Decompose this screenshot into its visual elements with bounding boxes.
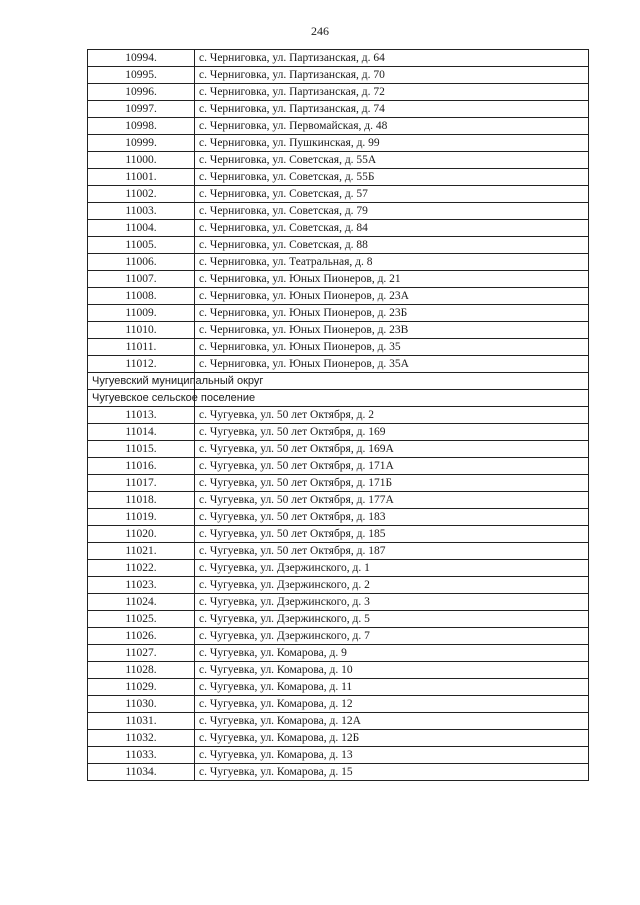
table-row [88, 441, 589, 458]
row-number: 11005. [88, 237, 195, 254]
table-row [88, 220, 589, 237]
table-row [88, 747, 589, 764]
table-row [88, 407, 589, 424]
table-row [88, 322, 589, 339]
row-number: 11019. [88, 509, 195, 526]
row-address: с. Чугуевка, ул. Комарова, д. 15 [195, 764, 589, 781]
row-address: с. Черниговка, ул. Советская, д. 55Б [195, 169, 589, 186]
row-number: 11016. [88, 458, 195, 475]
table-row [88, 696, 589, 713]
row-number: 11017. [88, 475, 195, 492]
table-row [88, 492, 589, 509]
row-address: с. Черниговка, ул. Первомайская, д. 48 [195, 118, 589, 135]
table-row [88, 152, 589, 169]
table-row [88, 271, 589, 288]
row-address: с. Чугуевка, ул. Дзержинского, д. 5 [195, 611, 589, 628]
row-number: 11015. [88, 441, 195, 458]
row-address: с. Чугуевка, ул. Дзержинского, д. 3 [195, 594, 589, 611]
row-number: 11025. [88, 611, 195, 628]
row-address: с. Чугуевка, ул. Комарова, д. 10 [195, 662, 589, 679]
row-address: с. Чугуевка, ул. Дзержинского, д. 2 [195, 577, 589, 594]
row-address: с. Черниговка, ул. Юных Пионеров, д. 35 [195, 339, 589, 356]
row-address: с. Чугуевка, ул. Комарова, д. 11 [195, 679, 589, 696]
row-number: 11009. [88, 305, 195, 322]
row-address: с. Чугуевка, ул. Комарова, д. 9 [195, 645, 589, 662]
row-number: 10996. [88, 84, 195, 101]
table-row [88, 203, 589, 220]
table-row [88, 526, 589, 543]
row-number: 11013. [88, 407, 195, 424]
row-number: 11031. [88, 713, 195, 730]
row-number: 11024. [88, 594, 195, 611]
table-row [88, 50, 589, 67]
row-number: 11004. [88, 220, 195, 237]
address-table [87, 49, 589, 781]
row-number: 11033. [88, 747, 195, 764]
table-row [88, 67, 589, 84]
row-number: 11034. [88, 764, 195, 781]
table-row [88, 101, 589, 118]
row-address: с. Чугуевка, ул. 50 лет Октября, д. 169 [195, 424, 589, 441]
table-row [88, 118, 589, 135]
row-address: с. Чугуевка, ул. 50 лет Октября, д. 177А [195, 492, 589, 509]
section-header-label: Чугуевское сельское поселение [88, 390, 195, 407]
row-number: 11006. [88, 254, 195, 271]
row-address: с. Черниговка, ул. Пушкинская, д. 99 [195, 135, 589, 152]
table-row [88, 577, 589, 594]
section-header-row [88, 390, 589, 407]
table-row [88, 254, 589, 271]
section-header-row [88, 373, 589, 390]
row-number: 11032. [88, 730, 195, 747]
row-number: 10997. [88, 101, 195, 118]
row-address: с. Черниговка, ул. Юных Пионеров, д. 23Б [195, 305, 589, 322]
row-address: с. Чугуевка, ул. Комарова, д. 12 [195, 696, 589, 713]
table-row [88, 662, 589, 679]
page-number: 246 [311, 24, 329, 38]
row-address: с. Чугуевка, ул. Комарова, д. 13 [195, 747, 589, 764]
row-number: 10998. [88, 118, 195, 135]
row-address: с. Чугуевка, ул. 50 лет Октября, д. 2 [195, 407, 589, 424]
row-address: с. Черниговка, ул. Юных Пионеров, д. 21 [195, 271, 589, 288]
table-row [88, 764, 589, 781]
table-row [88, 645, 589, 662]
row-number: 11010. [88, 322, 195, 339]
section-header-label: Чугуевский муниципальный округ [88, 373, 195, 390]
row-address: с. Черниговка, ул. Советская, д. 88 [195, 237, 589, 254]
row-address: с. Черниговка, ул. Юных Пионеров, д. 35А [195, 356, 589, 373]
row-number: 11007. [88, 271, 195, 288]
row-number: 11028. [88, 662, 195, 679]
row-address: с. Чугуевка, ул. 50 лет Октября, д. 169А [195, 441, 589, 458]
row-address: с. Чугуевка, ул. 50 лет Октября, д. 171Б [195, 475, 589, 492]
row-address: с. Чугуевка, ул. 50 лет Октября, д. 183 [195, 509, 589, 526]
table-row [88, 135, 589, 152]
row-address: с. Чугуевка, ул. Дзержинского, д. 7 [195, 628, 589, 645]
table-row [88, 509, 589, 526]
row-address: с. Черниговка, ул. Партизанская, д. 64 [195, 50, 589, 67]
row-number: 11022. [88, 560, 195, 577]
row-address: с. Черниговка, ул. Советская, д. 84 [195, 220, 589, 237]
table-row [88, 305, 589, 322]
row-address: с. Черниговка, ул. Партизанская, д. 70 [195, 67, 589, 84]
row-address: с. Чугуевка, ул. 50 лет Октября, д. 171А [195, 458, 589, 475]
row-address: с. Черниговка, ул. Советская, д. 55А [195, 152, 589, 169]
table-row [88, 84, 589, 101]
row-address: с. Чугуевка, ул. 50 лет Октября, д. 185 [195, 526, 589, 543]
table-row [88, 611, 589, 628]
row-address: с. Чугуевка, ул. Комарова, д. 12А [195, 713, 589, 730]
row-address: с. Черниговка, ул. Юных Пионеров, д. 23А [195, 288, 589, 305]
row-number: 11000. [88, 152, 195, 169]
row-number: 10999. [88, 135, 195, 152]
row-number: 11001. [88, 169, 195, 186]
table-row [88, 475, 589, 492]
table-row [88, 458, 589, 475]
table-row [88, 169, 589, 186]
row-address: с. Черниговка, ул. Юных Пионеров, д. 23В [195, 322, 589, 339]
row-address: с. Черниговка, ул. Советская, д. 79 [195, 203, 589, 220]
table-row [88, 679, 589, 696]
row-number: 11026. [88, 628, 195, 645]
row-address: с. Черниговка, ул. Партизанская, д. 72 [195, 84, 589, 101]
table-row [88, 560, 589, 577]
row-address: с. Черниговка, ул. Театральная, д. 8 [195, 254, 589, 271]
row-number: 11011. [88, 339, 195, 356]
table-row [88, 356, 589, 373]
table-row [88, 628, 589, 645]
table-row [88, 713, 589, 730]
table-row [88, 186, 589, 203]
row-number: 11018. [88, 492, 195, 509]
row-number: 11014. [88, 424, 195, 441]
row-number: 11029. [88, 679, 195, 696]
table-row [88, 288, 589, 305]
row-number: 11023. [88, 577, 195, 594]
table-row [88, 594, 589, 611]
row-number: 10995. [88, 67, 195, 84]
table-row [88, 339, 589, 356]
row-address: с. Чугуевка, ул. 50 лет Октября, д. 187 [195, 543, 589, 560]
table-row [88, 730, 589, 747]
row-number: 11003. [88, 203, 195, 220]
row-address: с. Черниговка, ул. Советская, д. 57 [195, 186, 589, 203]
row-number: 11012. [88, 356, 195, 373]
row-number: 11020. [88, 526, 195, 543]
row-address: с. Черниговка, ул. Партизанская, д. 74 [195, 101, 589, 118]
row-number: 10994. [88, 50, 195, 67]
row-address: с. Чугуевка, ул. Комарова, д. 12Б [195, 730, 589, 747]
address-table-body [88, 50, 589, 781]
table-row [88, 424, 589, 441]
table-row [88, 543, 589, 560]
row-number: 11021. [88, 543, 195, 560]
row-number: 11027. [88, 645, 195, 662]
row-number: 11008. [88, 288, 195, 305]
row-number: 11002. [88, 186, 195, 203]
table-row [88, 237, 589, 254]
row-address: с. Чугуевка, ул. Дзержинского, д. 1 [195, 560, 589, 577]
row-number: 11030. [88, 696, 195, 713]
